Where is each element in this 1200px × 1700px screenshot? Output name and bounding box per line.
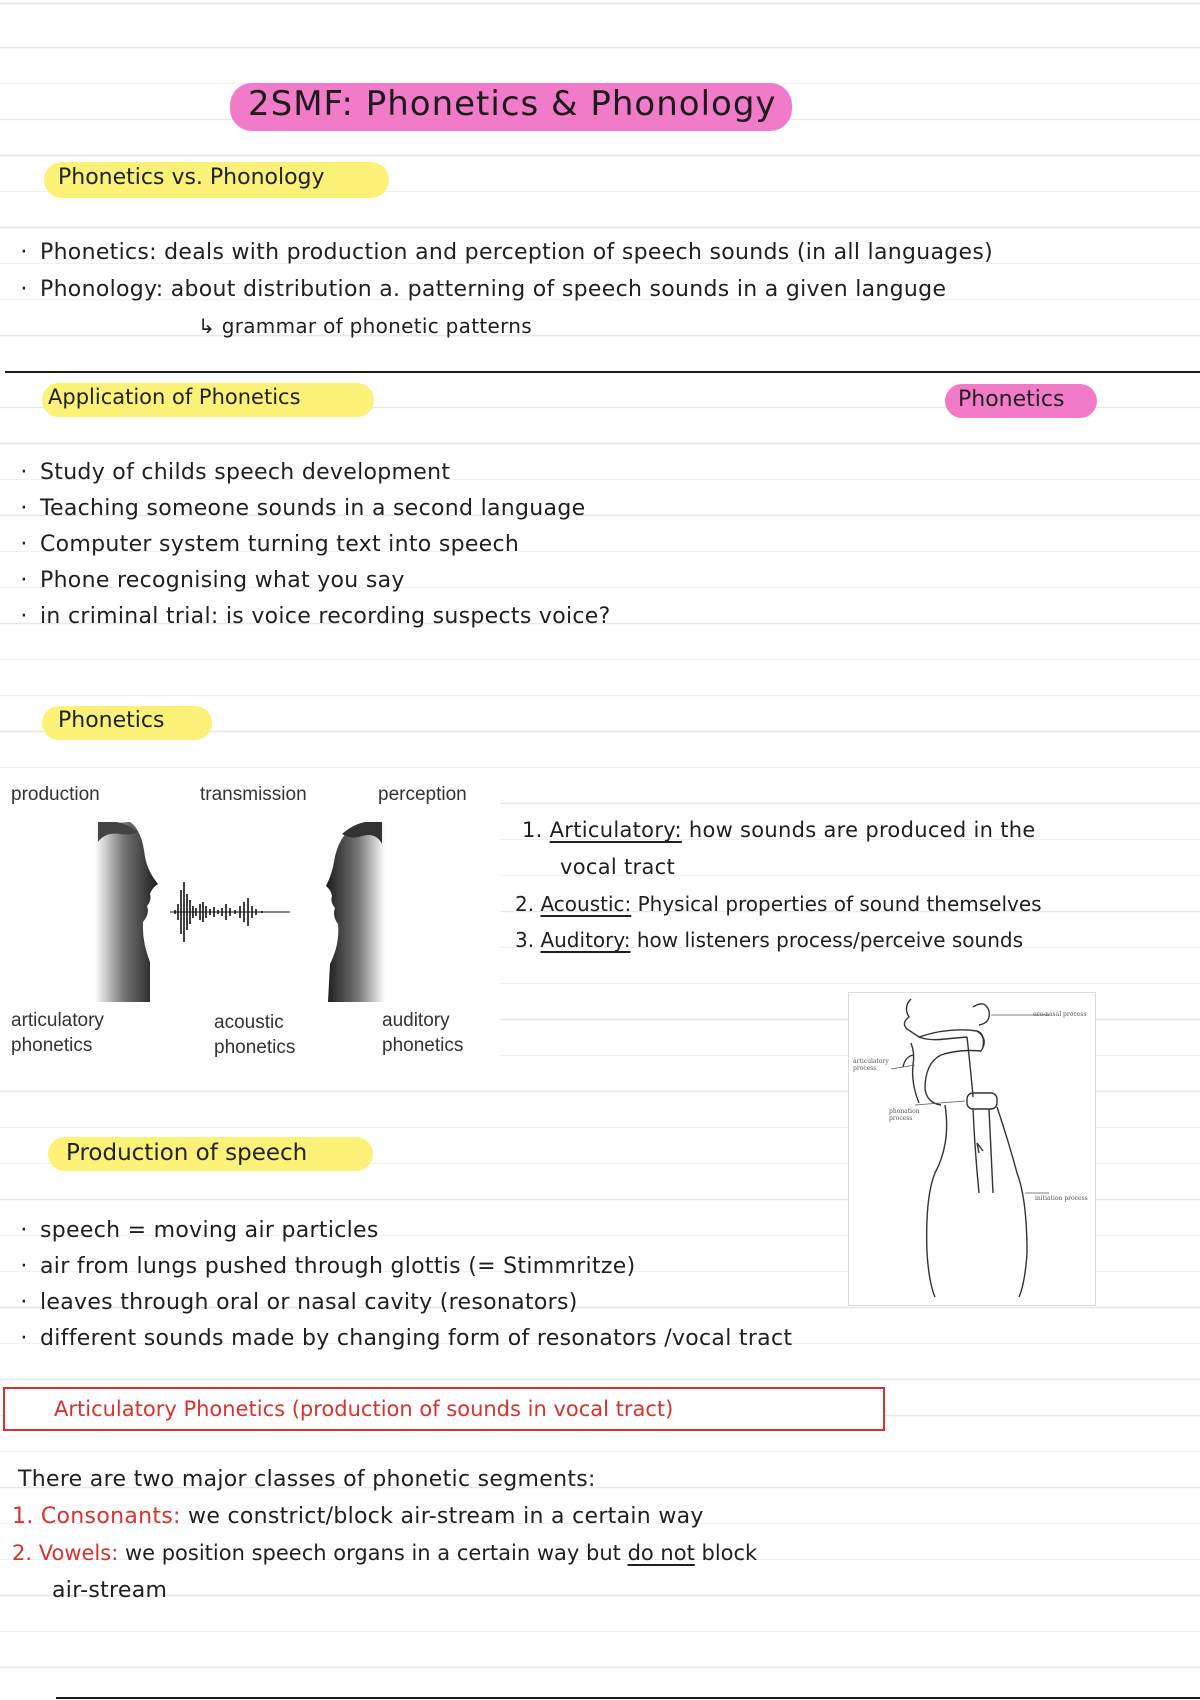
- diagram-label-auditory-line2: phonetics: [382, 1035, 464, 1056]
- production-item: · speech = moving air particles: [40, 1218, 379, 1243]
- application-item: · Phone recognising what you say: [40, 568, 405, 593]
- application-item: · Teaching someone sounds in a second language: [40, 496, 585, 521]
- branch-term: Acoustic:: [540, 892, 632, 916]
- branch-term: Auditory:: [540, 928, 631, 952]
- branch-number: 3.: [515, 928, 535, 952]
- section-heading-application: Application of Phonetics: [48, 385, 301, 409]
- section-divider: [5, 371, 1200, 373]
- bottom-divider: [56, 1697, 1200, 1699]
- branch-number: 1.: [522, 818, 543, 842]
- production-item: · different sounds made by changing form of resonators /vocal tract: [40, 1326, 792, 1351]
- speaker-face-icon: [95, 822, 158, 1002]
- phonology-subnote: [198, 314, 532, 338]
- section-heading-phonetics: Phonetics: [58, 708, 165, 733]
- diagram-label-perception: perception: [378, 784, 467, 805]
- production-item: · air from lungs pushed through glottis (= Stimmritze): [40, 1254, 635, 1279]
- consonants-description: we constrict/block air-stream in a certain way: [188, 1504, 704, 1529]
- figure-label-phonation: phonation process: [889, 1108, 920, 1122]
- diagram-label-articulatory: [11, 1008, 104, 1058]
- vowels-line-continued: air-stream: [52, 1578, 168, 1603]
- branch-articulatory-continued: vocal tract: [560, 855, 676, 879]
- diagram-label-acoustic-line2: phonetics: [214, 1037, 296, 1058]
- branch-description: how sounds are produced in the: [688, 818, 1036, 842]
- segments-intro: There are two major classes of phonetic segments:: [18, 1467, 596, 1492]
- figure-label-articulatory: articulatory process: [853, 1058, 889, 1072]
- diagram-label-production: production: [11, 784, 100, 805]
- application-item: · Computer system turning text into speech: [40, 532, 519, 557]
- branch-description: how listeners process/perceive sounds: [636, 928, 1023, 952]
- phonology-subnote-text: grammar of phonetic patterns: [221, 314, 532, 338]
- vowels-line: [12, 1541, 757, 1565]
- branch-number: 2.: [515, 892, 535, 916]
- figure-label-initiation: initiation process: [1035, 1195, 1088, 1202]
- production-item: · leaves through oral or nasal cavity (resonators): [40, 1290, 578, 1315]
- branch-acoustic: [515, 892, 1042, 916]
- consonants-term: Consonants:: [40, 1504, 181, 1529]
- vowels-description-end: block: [701, 1541, 758, 1565]
- vowels-description: we position speech organs in a certain way but: [124, 1541, 621, 1565]
- page-title: 2SMF: Phonetics & Phonology: [248, 84, 777, 124]
- branch-articulatory: [522, 818, 1036, 842]
- vowels-number: 2.: [12, 1541, 33, 1565]
- vowels-emphasis: do not: [627, 1541, 695, 1565]
- vocal-tract-figure: [848, 992, 1096, 1306]
- application-item: · in criminal trial: is voice recording suspects voice?: [40, 604, 611, 629]
- phonetics-definition: · Phonetics: deals with production and perception of speech sounds (in all languages): [40, 240, 993, 265]
- diagram-label-articulatory-line1: articulatory: [11, 1010, 104, 1031]
- arrow-icon: ↳: [198, 314, 216, 338]
- diagram-label-acoustic: [214, 1010, 295, 1060]
- diagram-label-auditory-line1: auditory: [382, 1010, 450, 1031]
- branch-term: Articulatory:: [549, 818, 682, 842]
- consonants-number: 1.: [12, 1504, 34, 1529]
- branch-description: Physical properties of sound themselves: [637, 892, 1042, 916]
- listener-face-icon: [326, 822, 385, 1002]
- consonants-line: [12, 1504, 704, 1529]
- vocal-tract-diagram-icon: [849, 993, 1095, 1305]
- speaker-listener-illustration: [90, 822, 390, 1002]
- diagram-label-transmission: transmission: [200, 784, 307, 805]
- diagram-label-articulatory-line2: phonetics: [11, 1035, 93, 1056]
- phonetics-diagram: [0, 770, 500, 1070]
- sound-wave-icon: [170, 882, 290, 942]
- diagram-label-auditory: [382, 1008, 463, 1058]
- vowels-term: Vowels:: [38, 1541, 119, 1565]
- section-heading-production: Production of speech: [66, 1140, 308, 1166]
- phonetics-tag: Phonetics: [958, 387, 1065, 412]
- phonology-definition: · Phonology: about distribution a. patterning of speech sounds in a given languge: [40, 277, 946, 302]
- diagram-label-acoustic-line1: acoustic: [214, 1012, 284, 1033]
- boxed-heading-articulatory: Articulatory Phonetics (production of sounds in vocal tract): [54, 1397, 674, 1421]
- branch-auditory: [515, 928, 1023, 952]
- section-heading-phonetics-vs-phonology: Phonetics vs. Phonology: [58, 165, 325, 190]
- application-item: · Study of childs speech development: [40, 460, 450, 485]
- figure-label-oronasal: oro-nasal process: [1033, 1011, 1087, 1018]
